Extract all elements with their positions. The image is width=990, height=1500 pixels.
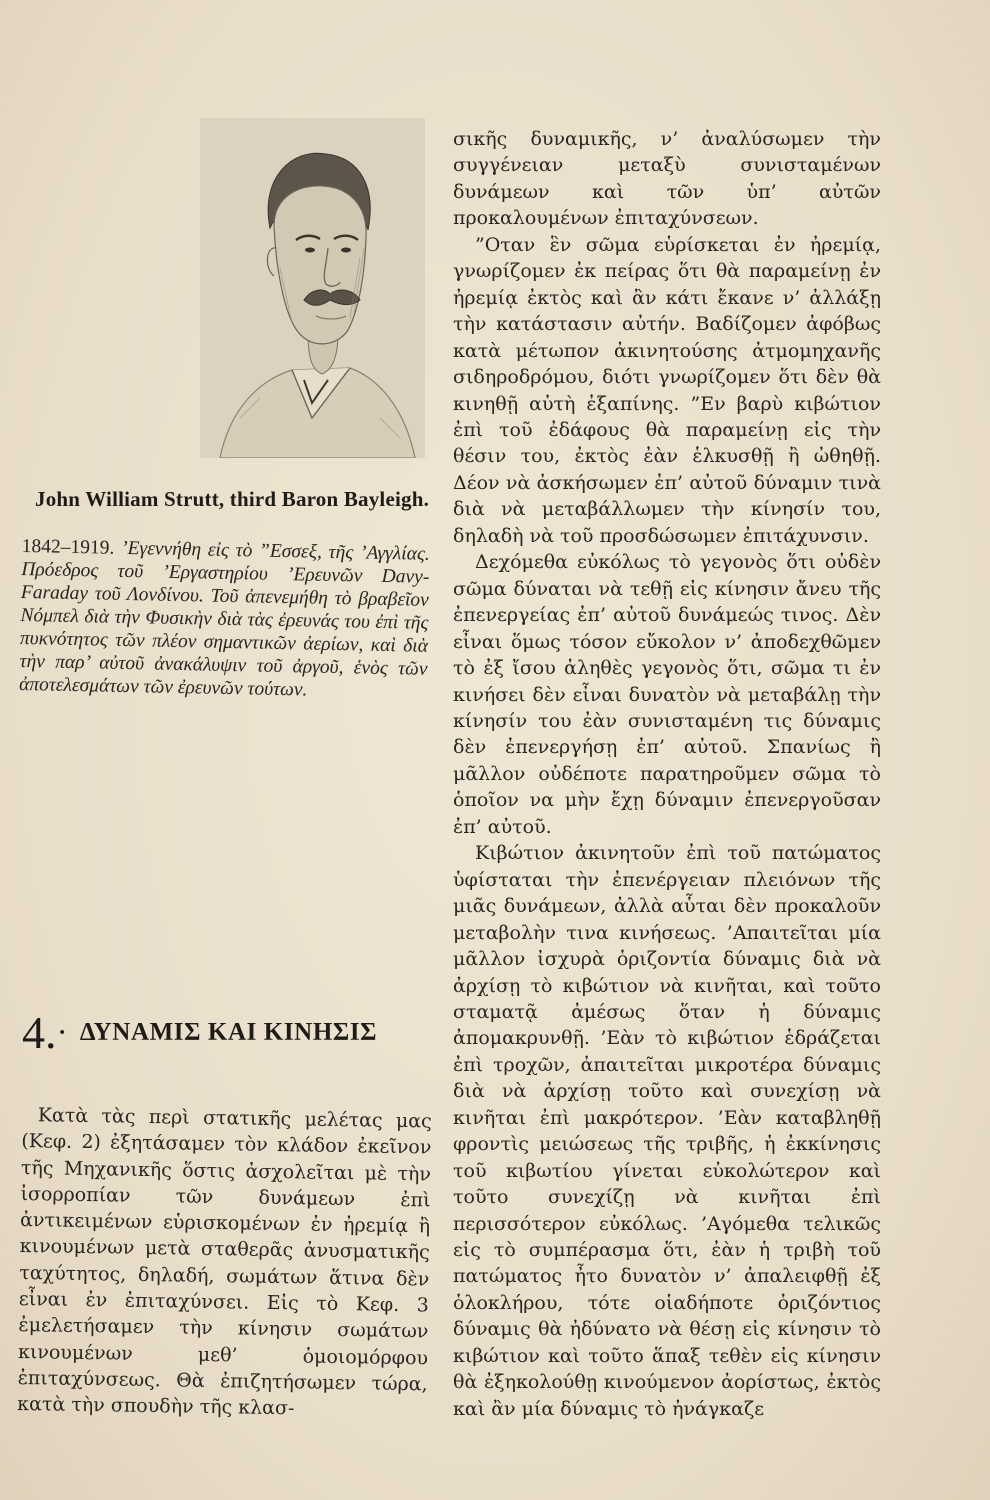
chapter-dot: · [56, 1013, 68, 1051]
chapter-title: ΔΥΝΑΜΙΣ ΚΑΙ ΚΙΝΗΣΙΣ [79, 1018, 378, 1046]
paragraph: Κιβώτιον ἀκινητοῦν ἐπὶ τοῦ πατώματος ὑφίσταται τὴν ἐπενέργειαν πλειόνων τῆς μιᾶς δυνάμεων, ἀλλὰ αὗται δὲν προκαλοῦν μεταβολὴν τινα κινήσεως. ’Απαιτεῖται μία μᾶλλον ἰσχυρὰ ὁριζοντία δύναμις διὰ νὰ ἀρχίσῃ τὸ κιβώτιον νὰ κινῆται, καὶ τοῦτο σταματᾷ ἀμέσως ὅταν ἡ δύναμις ἀπομακρυνθῇ. ’Εὰν τὸ κιβώτιον ἑδράζεται ἐπὶ τροχῶν, ἀπαιτεῖται μικροτέρα δύναμις διὰ νὰ ἀρχίσῃ τοῦτο καὶ συνεχίσῃ νὰ κινῆται ἐπὶ μακρότερον. ’Εὰν καταβληθῇ φροντὶς μειώσεως τῆς τριβῆς, ἡ ἐκκίνησις τοῦ κιβωτίου γίνεται εὐκολώτερον καὶ τοῦτο συνεχίζῃ νὰ κινῆται ἐπὶ περισσότερον εὐκόλως. ’Αγόμεθα τελικῶς εἰς τὸ συμπέρασμα ὅτι, ἐὰν ἡ τριβὴ τοῦ πατώματος ἦτο δυνατὸν ν’ ἀπαλειφθῇ ἐξ ὁλοκλήρου, τότε οἱαδήποτε ὁριζόντιος δύναμις θὰ ἠδύνατο νὰ θέσῃ εἰς κίνησιν τὸ κιβώτιον καὶ τοῦτο ἅπαξ τεθὲν εἰς κίνησιν θὰ ἐξηκολούθῃ κινούμενον ἀορίστως, ἐκτὸς καὶ ἂν μία δύναμις τὸ ἠνάγκαζε [453, 842, 881, 1420]
chapter-heading [22, 1006, 432, 1059]
chapter-intro-paragraph: Κατὰ τὰς περὶ στατικῆς μελέτας μας (Κεφ. 2) ἐξητάσαμεν τὸν κλάδον ἐκεῖνον τῆς Μηχανικῆς ὅστις ἀσχολεῖται μὲ τὴν ἰσορροπίαν τῶν δυνάμεων ἐπὶ ἀντικειμένων εὑρισκομένων ἐν ἠρεμίᾳ ἢ κινουμένων μετὰ σταθερᾶς ἀνυσματικῆς ταχύτητος, δηλαδή, σωμάτων ἅτινα δὲν εἶναι ἐν ἐπιταχύνσει. Εἰς τὸ Κεφ. 3 ἐμελετήσαμεν τὴν κίνησιν σωμάτων κινουμένων μεθ’ ὁμοιομόρφου ἐπιταχύνσεως. Θὰ ἐπιζητήσωμεν τώρα, κατὰ τὴν σπουδὴν τῆς κλασ- [17, 1104, 432, 1420]
paragraph: ”Οταν ἓν σῶμα εὑρίσκεται ἐν ἠρεμίᾳ, γνωρίζομεν ἐκ πείρας ὅτι θὰ παραμείνῃ ἐν ἠρεμίᾳ ἐκτὸς καὶ ἂν κάτι ἔκανε ν’ ἀλλάξῃ τὴν κατάστασιν αὐτήν. Βαδίζομεν ἀφόβως κατὰ μέτωπον ἀκινητούσης ἀτμομηχανῆς σιδηροδρόμου, διότι γνωρίζομεν ὅτι δὲν θὰ κινηθῇ αὐτὴ ἐξαπίνης. ”Εν βαρὺ κιβώτιον ἐπὶ τοῦ ἐδάφους θὰ παραμείνῃ εἰς τὴν θέσιν του, ἐκτὸς ἐὰν ἑλκυσθῇ ἢ ὠθηθῇ. Δέον νὰ ἀσκήσωμεν ἐπ’ αὐτοῦ δύναμιν τινὰ διὰ νὰ μεταβάλλωμεν τὴν κίνησίν του, δηλαδὴ νὰ τοῦ προσδώσωμεν ἐπιτάχυνσιν. [453, 233, 881, 547]
right-column [453, 126, 881, 1422]
portrait-photo [200, 118, 425, 458]
chapter-number: 4. [22, 1007, 57, 1058]
portrait-caption-text [19, 535, 430, 704]
portrait-illustration [200, 118, 425, 458]
caption-years: 1842–1919. [21, 535, 115, 559]
paragraph-continued: σικῆς δυναμικῆς, ν’ ἀναλύσωμεν τὴν συγγένειαν μεταξὺ συνισταμένων δυνάμεων καὶ τῶν ὑπ’ αὐτῶν προκαλουμένων ἐπιταχύνσεων. [453, 128, 881, 230]
paragraph: Δεχόμεθα εὐκόλως τὸ γεγονὸς ὅτι οὐδὲν σῶμα δύναται νὰ τεθῇ εἰς κίνησιν ἄνευ τῆς ἐπενεργείας ἐπ’ αὐτοῦ δυνάμεώς τινος. Δὲν εἶναι ὅμως τόσον εὔκολον ν’ ἀποδεχθῶμεν τὸ ἐξ ἴσου ἀληθὲς γεγονὸς ὅτι, σῶμα τι ἐν κινήσει δὲν εἶναι δυνατὸν νὰ μεταβάλῃ τὴν κίνησίν του ἐὰν συνισταμένη τις δύναμις δὲν ἐπενεργήσῃ ἐπ’ αὐτοῦ. Σπανίως ἢ μᾶλλον οὐδέποτε παρατηροῦμεν σῶμα τὸ ὁποῖον να μὴν ἔχῃ δύναμιν ἐπενεργοῦσαν ἐπ’ αὐτοῦ. [453, 551, 881, 838]
portrait-caption-title: John William Strutt, third Baron Bayleigh. [35, 487, 430, 511]
caption-description: ’Εγεννήθη εἰς τὸ ”Εσσεξ, τῆς ’Αγγλίας. Πρόεδρος τοῦ ’Εργαστηρίου ’Ερευνῶν Davy-Faraday τοῦ Λονδίνου. Τοῦ ἀπενεμήθη τὸ βραβεῖον Νόμπελ διὰ τὴν Φυσικὴν διὰ τὰς ἐρευνάς του ἐπὶ τῆς πυκνότητος τῶν πλέον σημαντικῶν ἀερίων, καὶ διὰ τὴν παρ’ αὐτοῦ ἀνακάλυψιν τοῦ ἀργοῦ, ἑνὸς τῶν ἀποτελεσμάτων τῶν ἐρευνῶν τούτων. [18, 537, 430, 701]
